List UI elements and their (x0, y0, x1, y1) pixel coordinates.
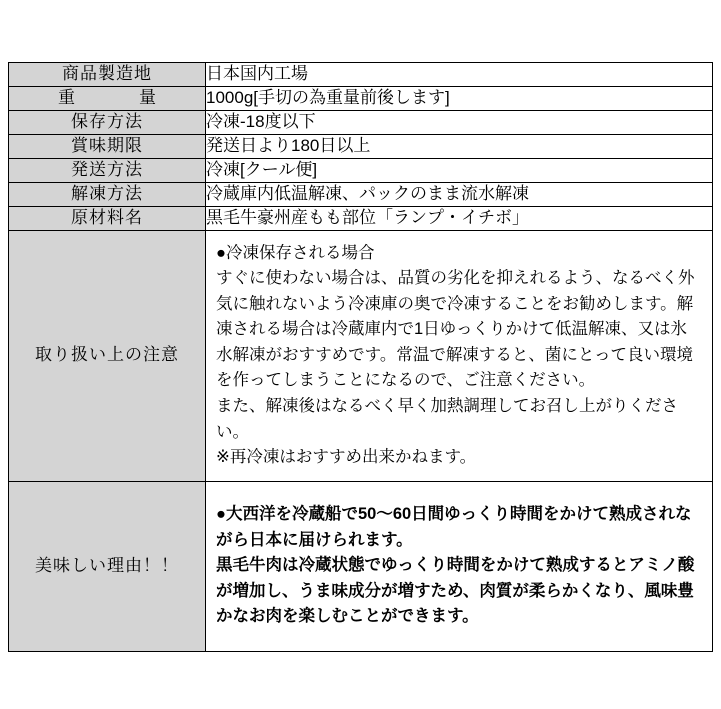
table-row (9, 86, 713, 110)
table-row (9, 158, 713, 182)
spec-table-body (9, 63, 713, 652)
row-label: 美味しい理由！！ (9, 481, 206, 651)
row-value (206, 110, 713, 134)
row-value-line: また、解凍後はなるべく早く加熱調理してお召し上がりください。 (216, 396, 678, 441)
row-value-line: 発送日より180日以上 (206, 135, 371, 155)
table-row (9, 63, 713, 87)
row-value (206, 182, 713, 206)
row-value (206, 63, 713, 87)
row-value-line: ●大西洋を冷蔵船で50〜60日間ゆっくり時間をかけて熟成されながら日本に届けられます。 (216, 505, 692, 549)
row-value-line: ※再冷凍はおすすめ出来かねます。 (216, 448, 477, 467)
row-value-line: 黒毛牛豪州産もも部位「ランプ・イチボ」 (206, 207, 529, 227)
row-value-line: すぐに使わない場合は、品質の劣化を抑えれるよう、なるべく外気に触れないよう冷凍庫の奥で冷凍することをお勧めします。解凍される場合は冷蔵庫内で1日ゆっくりかけて低温解凍、又は氷水解凍がおすすめです。常温で解凍すると、菌にとって良い環境を作ってしまうことになるので、ご注意ください。 (216, 269, 695, 390)
row-value (206, 230, 713, 481)
row-label: 解凍方法 (9, 182, 206, 206)
table-row (9, 481, 713, 651)
row-value-line: ●冷凍保存される場合 (216, 243, 375, 262)
row-label: 発送方法 (9, 158, 206, 182)
row-value-line: 冷蔵庫内低温解凍、パックのまま流水解凍 (206, 183, 529, 203)
table-row (9, 206, 713, 230)
row-label: 賞味期限 (9, 134, 206, 158)
row-value-line: 冷凍[クール便] (206, 159, 318, 179)
table-row (9, 134, 713, 158)
table-row (9, 110, 713, 134)
table-row (9, 230, 713, 481)
row-value (206, 158, 713, 182)
row-value (206, 481, 713, 651)
row-label: 商品製造地 (9, 63, 206, 87)
row-value-line: 1000g[手切の為重量前後します] (206, 87, 450, 107)
row-label-text: 重 量 (58, 87, 166, 107)
row-value-line: 冷凍-18度以下 (206, 111, 316, 131)
row-value (206, 206, 713, 230)
row-value (206, 86, 713, 110)
row-value-line: 日本国内工場 (206, 64, 308, 83)
row-label: 保存方法 (9, 110, 206, 134)
row-label (9, 86, 206, 110)
row-label: 取り扱い上の注意 (9, 230, 206, 481)
table-row (9, 182, 713, 206)
row-value-line: 黒毛牛肉は冷蔵状態でゆっくり時間をかけて熟成するとアミノ酸が増加し、うま味成分が増すため、肉質が柔らかくなり、風味豊かなお肉を楽しむことができます。 (216, 556, 695, 626)
product-spec-table (8, 62, 713, 652)
row-value (206, 134, 713, 158)
row-label: 原材料名 (9, 206, 206, 230)
